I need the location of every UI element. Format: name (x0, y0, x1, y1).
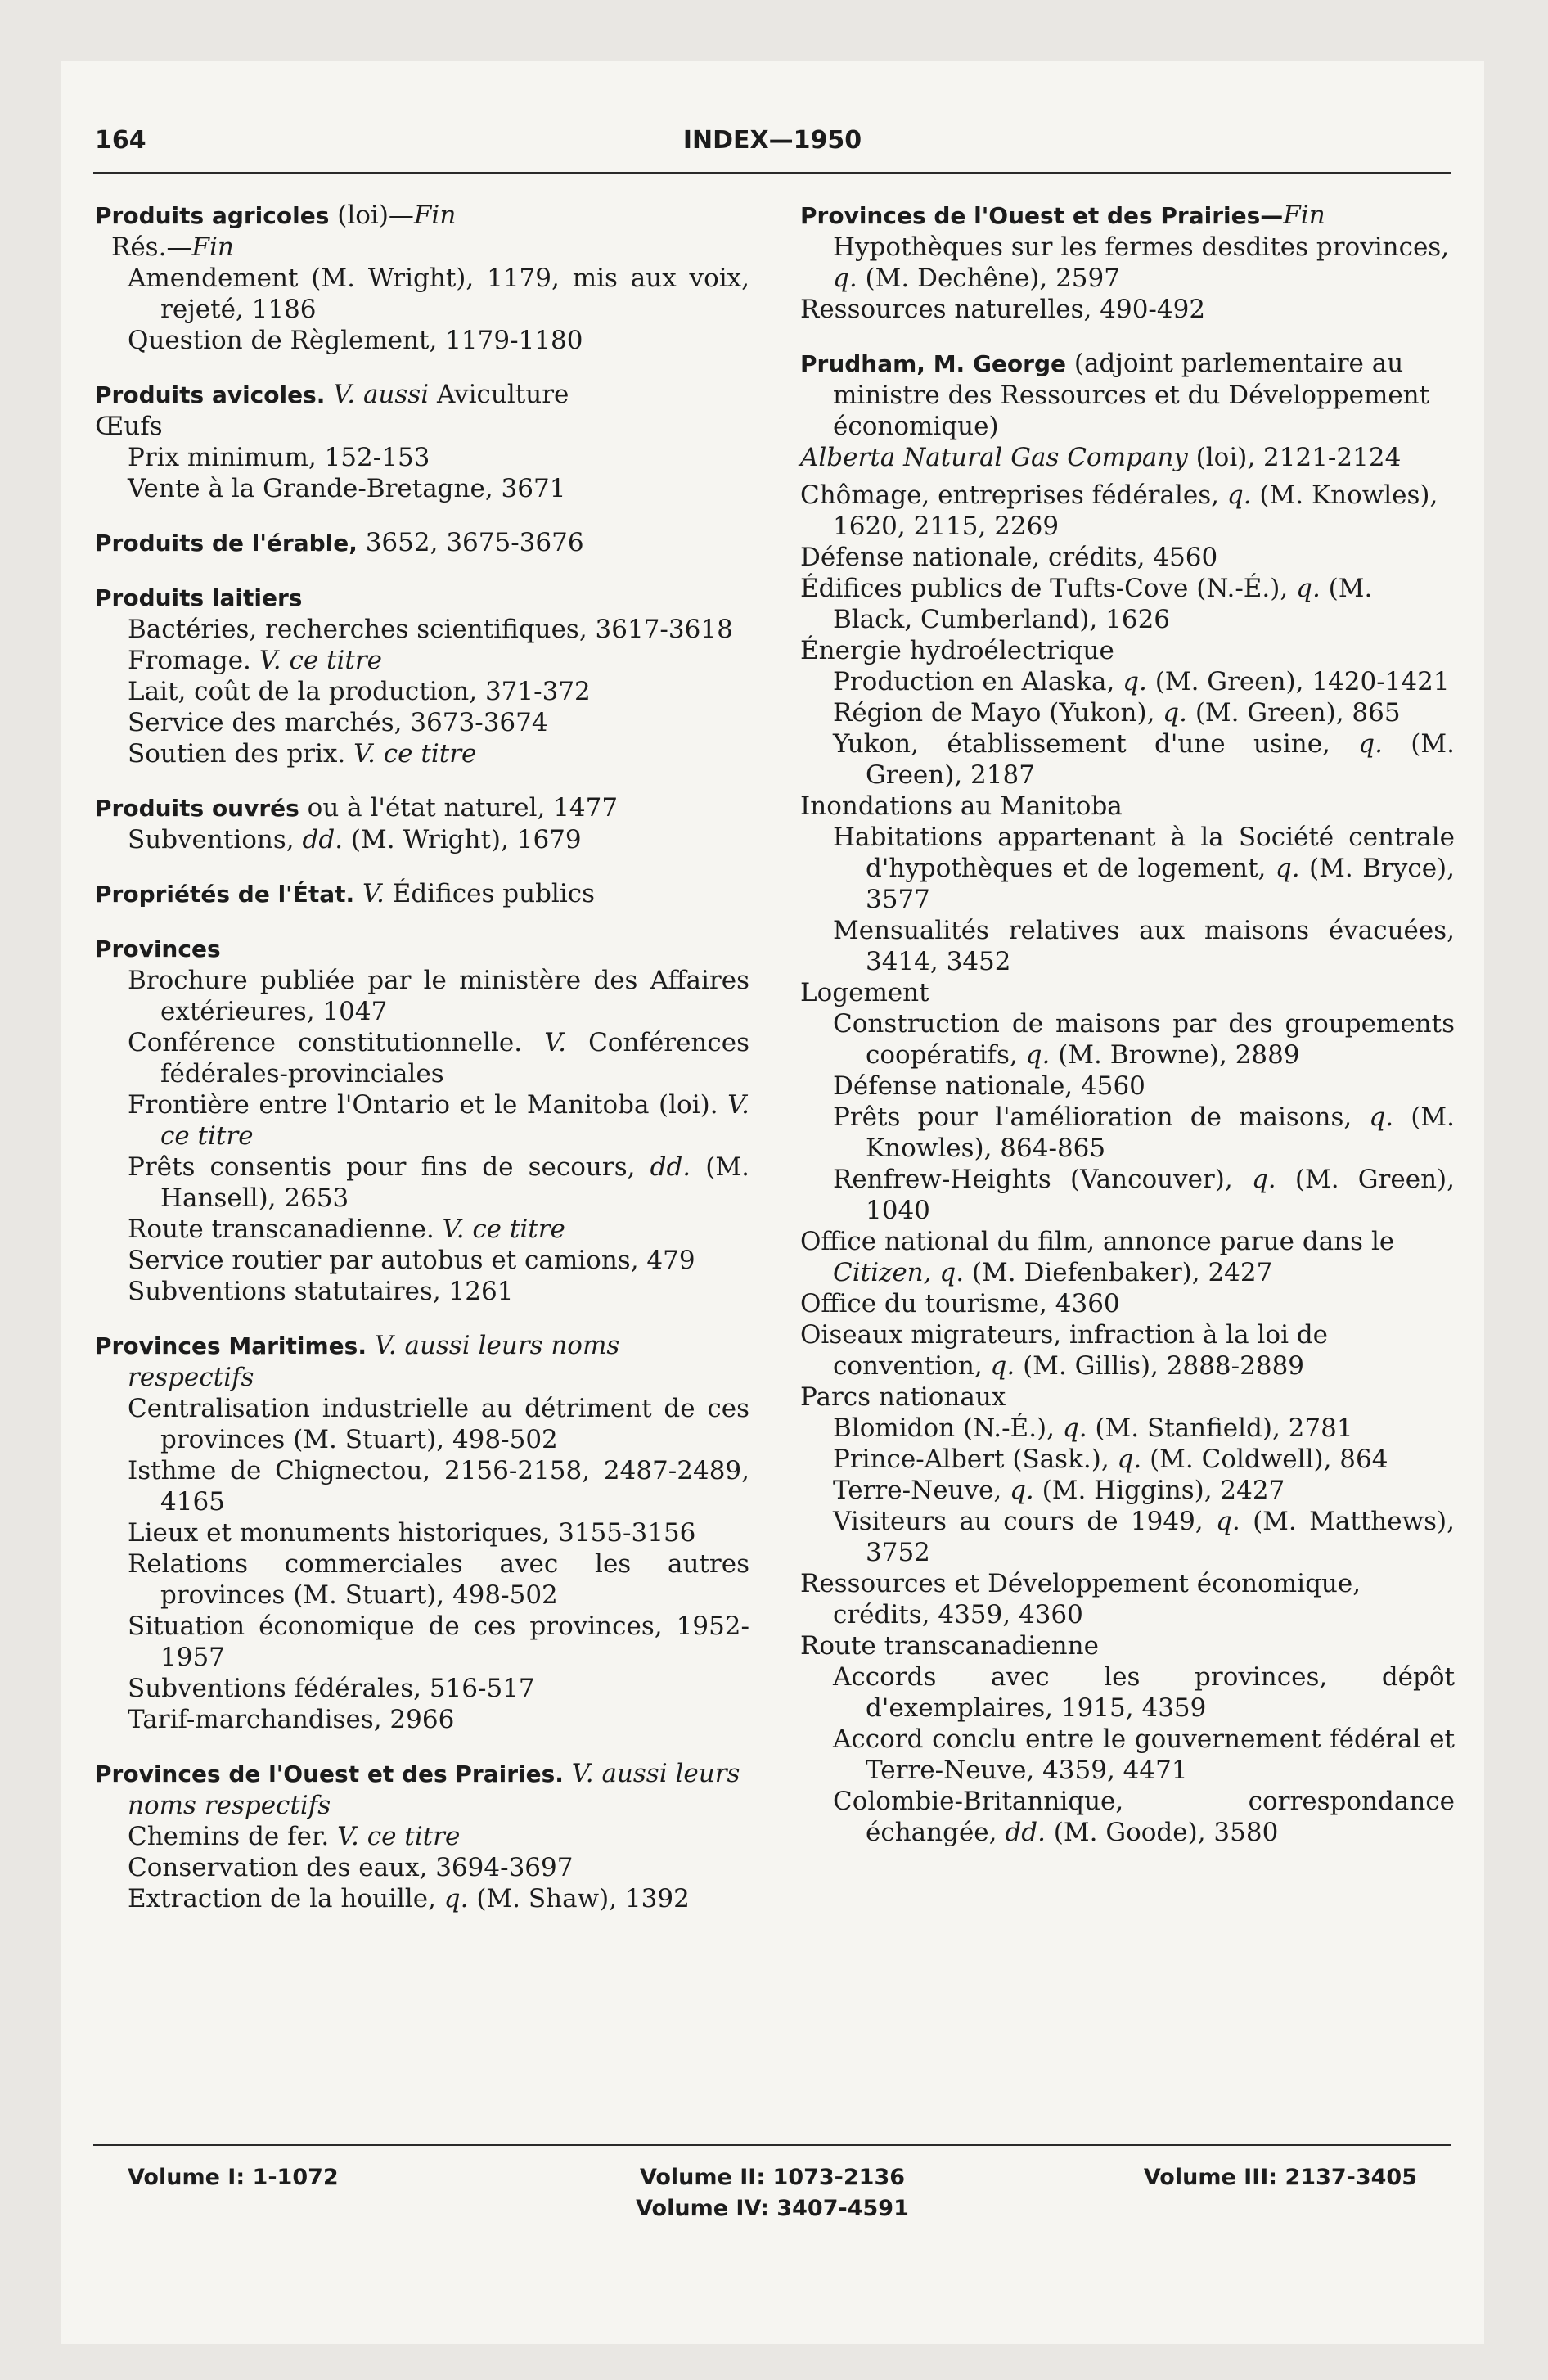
footer-rule (93, 2144, 1451, 2146)
left-column (95, 200, 749, 1914)
index-entry: Défense nationale, 4560 (833, 1071, 1145, 1101)
index-entry: Accords avec les provinces, dépôt d'exemplaires, 1915, 4359 (833, 1662, 1455, 1723)
index-entry: Logement (800, 978, 929, 1007)
volume-2-range: Volume II: 1073-2136 (639, 2165, 906, 2190)
index-entry: Route transcanadienne. V. ce titre (128, 1215, 565, 1244)
index-entry: Lieux et monuments historiques, 3155-3156 (128, 1518, 696, 1548)
index-entry: Produits ouvrés ou à l'état naturel, 1477 (95, 793, 619, 823)
index-entry: Lait, coût de la production, 371-372 (128, 677, 591, 706)
index-entry: Subventions, dd. (M. Wright), 1679 (128, 825, 582, 854)
index-entry: Accord conclu entre le gouvernement fédéral et Terre-Neuve, 4359, 4471 (833, 1724, 1455, 1785)
index-entry: Provinces de l'Ouest et des Prairies—Fin (800, 201, 1325, 230)
index-entry: Produits de l'érable, 3652, 3675-3676 (95, 528, 584, 557)
index-entry: Yukon, établissement d'une usine, q. (M. Green), 2187 (833, 729, 1456, 790)
index-entry: Centralisation industrielle au détriment de ces provinces (M. Stuart), 498-502 (128, 1394, 749, 1454)
index-entry: Chômage, entreprises fédérales, q. (M. Knowles), 1620, 2115, 2269 (800, 480, 1438, 541)
header-rule (93, 172, 1451, 174)
index-entry: Amendement (M. Wright), 1179, mis aux voix, rejeté, 1186 (128, 264, 749, 324)
index-entry: Situation économique de ces provinces, 1952-1957 (128, 1611, 749, 1672)
volume-3-range: Volume III: 2137-3405 (1143, 2165, 1417, 2190)
index-entry: Subventions fédérales, 516-517 (128, 1674, 535, 1703)
index-entry: Tarif-marchandises, 2966 (128, 1705, 455, 1734)
index-entry: Hypothèques sur les fermes desdites provinces, q. (M. Dechêne), 2597 (833, 232, 1450, 293)
index-entry: Produits laitiers (95, 584, 303, 611)
index-entry: Ressources naturelles, 490-492 (800, 295, 1206, 324)
index-entry: Service routier par autobus et camions, 479 (128, 1246, 695, 1275)
index-entry: Inondations au Manitoba (800, 791, 1123, 821)
volume-4-range: Volume IV: 3407-4591 (636, 2196, 909, 2221)
index-entry: Prix minimum, 152-153 (128, 443, 430, 472)
index-entry: Route transcanadienne (800, 1631, 1099, 1661)
index-entry: Provinces de l'Ouest et des Prairies. V. aussi leurs noms respectifs (95, 1759, 740, 1820)
index-page (61, 61, 1484, 2344)
page-number: 164 (95, 126, 146, 155)
index-entry: Conférence constitutionnelle. V. Conférences fédérales-provinciales (128, 1028, 749, 1089)
index-entry: Blomidon (N.-É.), q. (M. Stanfield), 2781 (833, 1413, 1353, 1443)
index-entry: Défense nationale, crédits, 4560 (800, 543, 1218, 572)
index-entry: Mensualités relatives aux maisons évacuées, 3414, 3452 (833, 916, 1455, 976)
index-entry: Brochure publiée par le ministère des Affaires extérieures, 1047 (128, 966, 749, 1026)
index-entry: Œufs (95, 412, 163, 441)
index-entry: Habitations appartenant à la Société centrale d'hypothèques et de logement, q. (M. Bryce), 3577 (833, 823, 1455, 914)
index-entry: Rés.—Fin (111, 232, 234, 262)
index-entry: Provinces (95, 935, 221, 962)
index-entry: Office national du film, annonce parue dans le Citizen, q. (M. Diefenbaker), 2427 (800, 1227, 1395, 1287)
page-header (95, 126, 1450, 167)
index-entry: Prêts consentis pour fins de secours, dd. (M. Hansell), 2653 (128, 1152, 749, 1213)
right-column (800, 200, 1455, 1848)
index-entry: Fromage. V. ce titre (128, 646, 383, 675)
index-entry: Visiteurs au cours de 1949, q. (M. Matthews), 3752 (833, 1507, 1455, 1567)
index-entry: Ressources et Développement économique, crédits, 4359, 4360 (800, 1569, 1361, 1629)
index-entry: Prudham, M. George (adjoint parlementaire au ministre des Ressources et du Développement économique) (800, 349, 1430, 441)
index-entry: Prince-Albert (Sask.), q. (M. Coldwell), 864 (833, 1445, 1388, 1474)
index-entry: Service des marchés, 3673-3674 (128, 708, 548, 737)
index-entry: Oiseaux migrateurs, infraction à la loi de convention, q. (M. Gillis), 2888-2889 (800, 1320, 1329, 1381)
index-entry: Énergie hydroélectrique (800, 636, 1114, 665)
index-entry: Construction de maisons par des groupements coopératifs, q. (M. Browne), 2889 (833, 1009, 1455, 1070)
index-entry: Renfrew-Heights (Vancouver), q. (M. Green), 1040 (833, 1165, 1455, 1225)
index-entry: Subventions statutaires, 1261 (128, 1277, 514, 1306)
index-entry: Région de Mayo (Yukon), q. (M. Green), 865 (833, 698, 1401, 728)
index-entry: Vente à la Grande-Bretagne, 3671 (128, 474, 566, 503)
index-entry: Isthme de Chignectou, 2156-2158, 2487-2489, 4165 (128, 1456, 749, 1517)
index-entry: Frontière entre l'Ontario et le Manitoba (loi). V. ce titre (128, 1090, 749, 1151)
index-entry: Édifices publics de Tufts-Cove (N.-É.), q. (M. Black, Cumberland), 1626 (800, 574, 1373, 634)
index-entry: Extraction de la houille, q. (M. Shaw), 1392 (128, 1884, 690, 1913)
index-entry: Relations commerciales avec les autres provinces (M. Stuart), 498-502 (128, 1549, 749, 1610)
index-entry: Colombie-Britannique, correspondance échangée, dd. (M. Goode), 3580 (833, 1787, 1455, 1847)
index-entry: Terre-Neuve, q. (M. Higgins), 2427 (833, 1476, 1285, 1505)
volume-1-range: Volume I: 1-1072 (128, 2165, 339, 2190)
index-entry: Alberta Natural Gas Company (loi), 2121-2124 (800, 443, 1402, 472)
index-entry: Propriétés de l'État. V. Édifices publics (95, 879, 596, 908)
index-entry: Parcs nationaux (800, 1382, 1006, 1412)
index-entry: Prêts pour l'amélioration de maisons, q. (M. Knowles), 864-865 (833, 1102, 1455, 1163)
volume-footer (95, 2162, 1450, 2244)
index-entry: Conservation des eaux, 3694-3697 (128, 1853, 574, 1882)
index-entry: Chemins de fer. V. ce titre (128, 1822, 461, 1851)
index-entry: Soutien des prix. V. ce titre (128, 739, 477, 769)
page-title: INDEX—1950 (682, 126, 862, 155)
index-entry: Production en Alaska, q. (M. Green), 1420-1421 (833, 667, 1450, 696)
index-entry: Provinces Maritimes. V. aussi leurs noms respectifs (95, 1331, 620, 1392)
index-entry: Office du tourisme, 4360 (800, 1289, 1120, 1318)
index-entry: Question de Règlement, 1179-1180 (128, 326, 583, 355)
index-entry: Produits avicoles. V. aussi Aviculture (95, 380, 569, 409)
index-entry: Produits agricoles (loi)—Fin (95, 201, 457, 230)
index-entry: Bactéries, recherches scientifiques, 3617-3618 (128, 615, 733, 644)
